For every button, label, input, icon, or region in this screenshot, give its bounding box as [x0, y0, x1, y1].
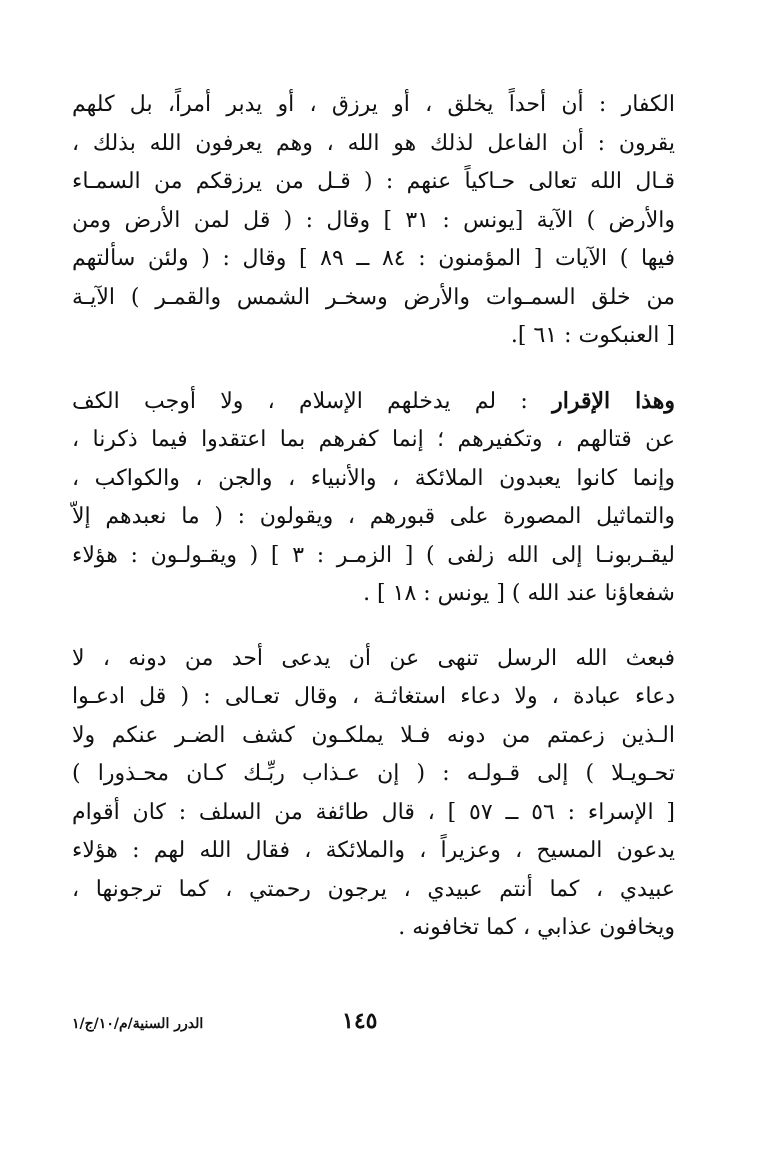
- text-line: عبيدي ، كما أنتم عبيدي ، يرجون رحمتي ، كما ترجونها ،: [72, 876, 675, 902]
- paragraph-spacer: [72, 356, 675, 382]
- lead-phrase: وهذا الإقرار: [552, 387, 675, 414]
- page-body: [72, 86, 675, 948]
- text-line: والأرض ) الآية [يونس : ٣١ ] وقال : ( قل لمن الأرض ومن: [72, 207, 675, 233]
- text-line: تحـويـلا ) إلى قـولـه : ( إن عـذاب ربِّـك كـان محـذورا ): [72, 761, 675, 786]
- text-line: [ العنبكوت : ٦١ ].: [510, 323, 675, 348]
- text-line: شفعاؤنا عند الله ) [ يونس : ١٨ ] .: [363, 581, 675, 606]
- text-line: ليقـربونـا إلى الله زلفى ) [ الزمـر : ٣ ] ( ويقـولـون : هؤلاء: [72, 542, 675, 568]
- text-line: فبعث الله الرسل تنهى عن أن يدعى أحد من دونه ، لا: [72, 645, 675, 671]
- text-line-rest: : لم يدخلهم الإسلام ، ولا أوجب الكف: [72, 388, 528, 414]
- text-line: قـال الله تعالى حـاكياً عنهم : ( قـل من يرزقكم من السمـاء: [72, 169, 675, 194]
- text-line: دعاء عبادة ، ولا دعاء استغاثـة ، وقال تعـالى : ( قل ادعـوا: [72, 684, 675, 709]
- paragraph-spacer: [72, 614, 675, 640]
- text-line: ويخافون عذابي ، كما تخافونه .: [398, 915, 675, 940]
- text-line: الكفار : أن أحداً يخلق ، أو يرزق ، أو يدبر أمراً، بل كلهم: [72, 92, 675, 117]
- text-line: من خلق السمـوات والأرض وسخـر الشمس والقمـر ) الآيـة: [72, 284, 675, 310]
- text-line: الـذين زعمتم من دونه فـلا يملكـون كشف الضـر عنكم ولا: [72, 722, 675, 748]
- paragraph-3: [72, 640, 675, 948]
- running-reference: الدرر السنية/م/١٠/ج/١: [72, 1016, 204, 1032]
- text-line: يدعون المسيح ، وعزيراً ، والملائكة ، فقال الله لهم : هؤلاء: [72, 838, 675, 863]
- text-line: والتماثيل المصورة على قبورهم ، ويقولون : ( ما نعبدهم إلاّ: [72, 504, 675, 529]
- paragraph-2: [72, 382, 675, 614]
- text-line: يقرون : أن الفاعل لذلك هو الله ، وهم يعرفون الله بذلك ،: [72, 130, 675, 156]
- page-number: ١٤٥: [342, 1008, 378, 1034]
- text-line: فيها ) الآيات [ المؤمنون : ٨٤ ــ ٨٩ ] وقال : ( ولئن سألتهم: [72, 246, 675, 271]
- text-line: عن قتالهم ، وتكفيرهم ؛ إنما كفرهم بما اعتقدوا فيما ذكرنا ،: [72, 427, 675, 452]
- text-line: [72, 382, 675, 422]
- page-footer: [72, 1008, 675, 1042]
- text-line: [ الإسراء : ٥٦ ــ ٥٧ ] ، قال طائفة من السلف : كان أقوام: [72, 799, 675, 825]
- text-line: وإنما كانوا يعبدون الملائكة ، والأنبياء ، والجن ، والكواكب ،: [72, 465, 675, 491]
- paragraph-1: [72, 86, 675, 356]
